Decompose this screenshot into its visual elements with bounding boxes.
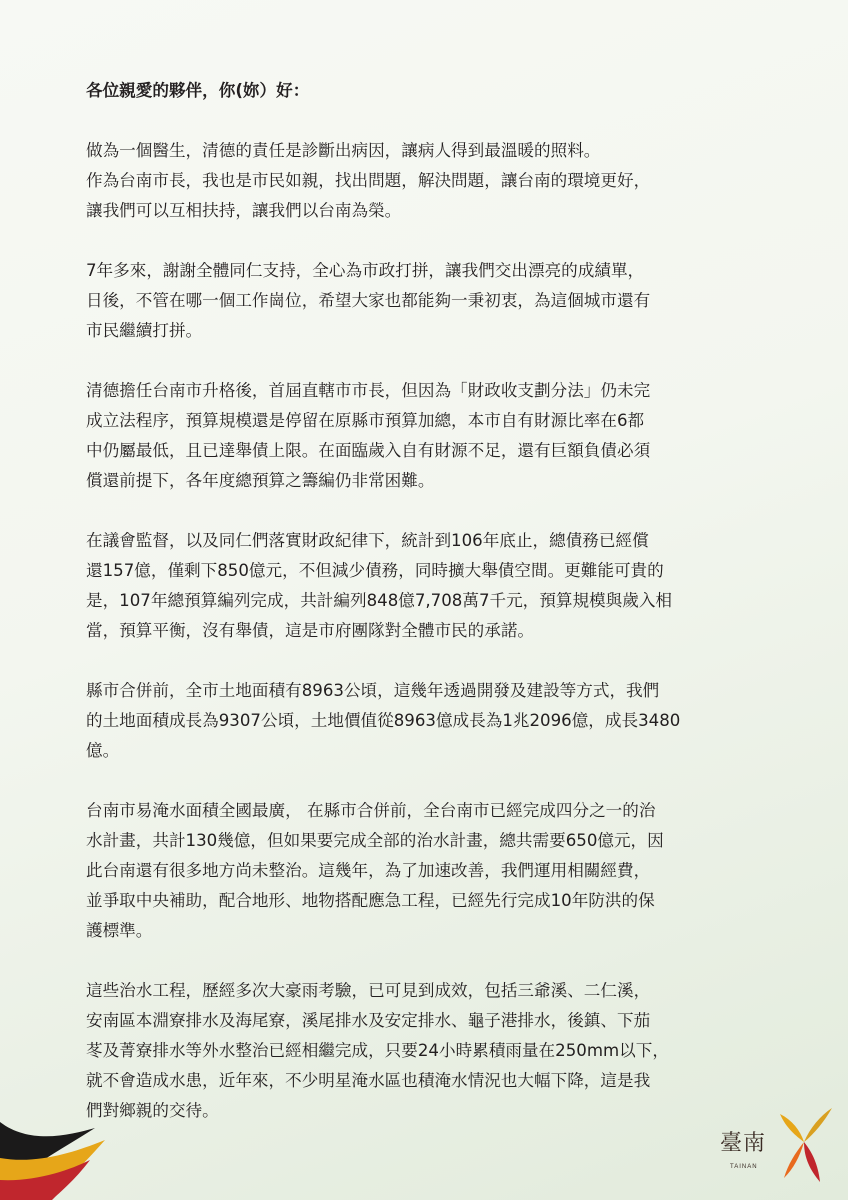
paragraph-line: 日後，不管在哪一個工作崗位，希望大家也都能夠一秉初衷，為這個城市還有 [86,291,651,310]
paragraph-line: 就不會造成水患，近年來，不少明星淹水區也積淹水情況也大幅下降，這是我 [86,1071,651,1090]
logo-subtitle: TAINAN [730,1164,758,1170]
paragraph-line: 這些治水工程，歷經多次大豪雨考驗，已可見到成效，包括三爺溪、二仁溪， [86,981,651,1000]
paragraph-line: 市民繼續打拼。 [86,321,203,340]
letter-body [86,76,786,1156]
paragraph-line: 是，107年總預算編列完成，共計編列848億7,708萬7千元，預算規模與歲入相 [86,591,673,610]
paragraph-line: 護標準。 [86,921,153,940]
paragraph [86,256,786,346]
paragraph-line: 償還前提下，各年度總預算之籌編仍非常困難。 [86,471,435,490]
paragraph-line: 水計畫，共計130幾億，但如果要完成全部的治水計畫，總共需要650億元，因 [86,831,664,850]
paragraph-line: 苳及菁寮排水等外水整治已經相繼完成，只要24小時累積雨量在250mm以下， [86,1041,669,1060]
logo-emblem-icon [774,1106,836,1184]
paragraph-line: 做為一個醫生，清德的責任是診斷出病因，讓病人得到最溫暖的照料。 [86,141,601,160]
paragraph-line: 清德擔任台南市升格後，首屆直轄市市長，但因為「財政收支劃分法」仍未完 [86,381,651,400]
paragraph [86,796,786,946]
paragraph [86,676,786,766]
paragraph-line: 們對鄉親的交待。 [86,1101,219,1120]
paragraph-line: 億。 [86,741,120,760]
paragraph-line: 讓我們可以互相扶持，讓我們以台南為榮。 [86,201,402,220]
paragraph-line: 中仍屬最低，且已達舉債上限。在面臨歲入自有財源不足，還有巨額負債必須 [86,441,651,460]
paragraph-line: 並爭取中央補助，配合地形、地物搭配應急工程，已經先行完成10年防洪的保 [86,891,655,910]
paragraph-line: 在議會監督，以及同仁們落實財政紀律下，統計到106年底止，總債務已經償 [86,531,649,550]
paragraph-line: 縣市合併前，全市土地面積有8963公頃，這幾年透過開發及建設等方式，我們 [86,681,660,700]
paragraph [86,376,786,496]
paragraph [86,976,786,1126]
paragraph-line: 作為台南市長，我也是市民如親，找出問題，解決問題，讓台南的環境更好， [86,171,651,190]
paragraph-line: 當，預算平衡，沒有舉債，這是市府團隊對全體市民的承諾。 [86,621,535,640]
paragraph-line: 還157億，僅剩下850億元，不但減少債務，同時擴大舉債空間。更難能可貴的 [86,561,664,580]
paragraph-line: 7年多來，謝謝全體同仁支持，全心為市政打拼，讓我們交出漂亮的成績單， [86,261,645,280]
paragraph-line: 安南區本淵寮排水及海尾寮，溪尾排水及安定排水、龜子港排水，後鎮、下茄 [86,1011,651,1030]
greeting: 各位親愛的夥伴，你(妳）好： [86,81,310,100]
paragraph [86,526,786,646]
paragraph-line: 台南市易淹水面積全國最廣， 在縣市合併前，全台南市已經完成四分之一的治 [86,801,656,820]
paragraph [86,136,786,226]
paragraph-line: 的土地面積成長為9307公頃，土地價值從8963億成長為1兆2096億，成長3480 [86,711,681,730]
tainan-logo [716,1106,836,1194]
logo-text: 臺南 [720,1131,767,1156]
letter-paragraphs [86,136,786,1126]
paragraph-line: 此台南還有很多地方尚未整治。這幾年，為了加速改善，我們運用相關經費， [86,861,651,880]
paragraph-line: 成立法程序，預算規模還是停留在原縣市預算加總，本市自有財源比率在6都 [86,411,645,430]
corner-decoration [0,1110,170,1200]
